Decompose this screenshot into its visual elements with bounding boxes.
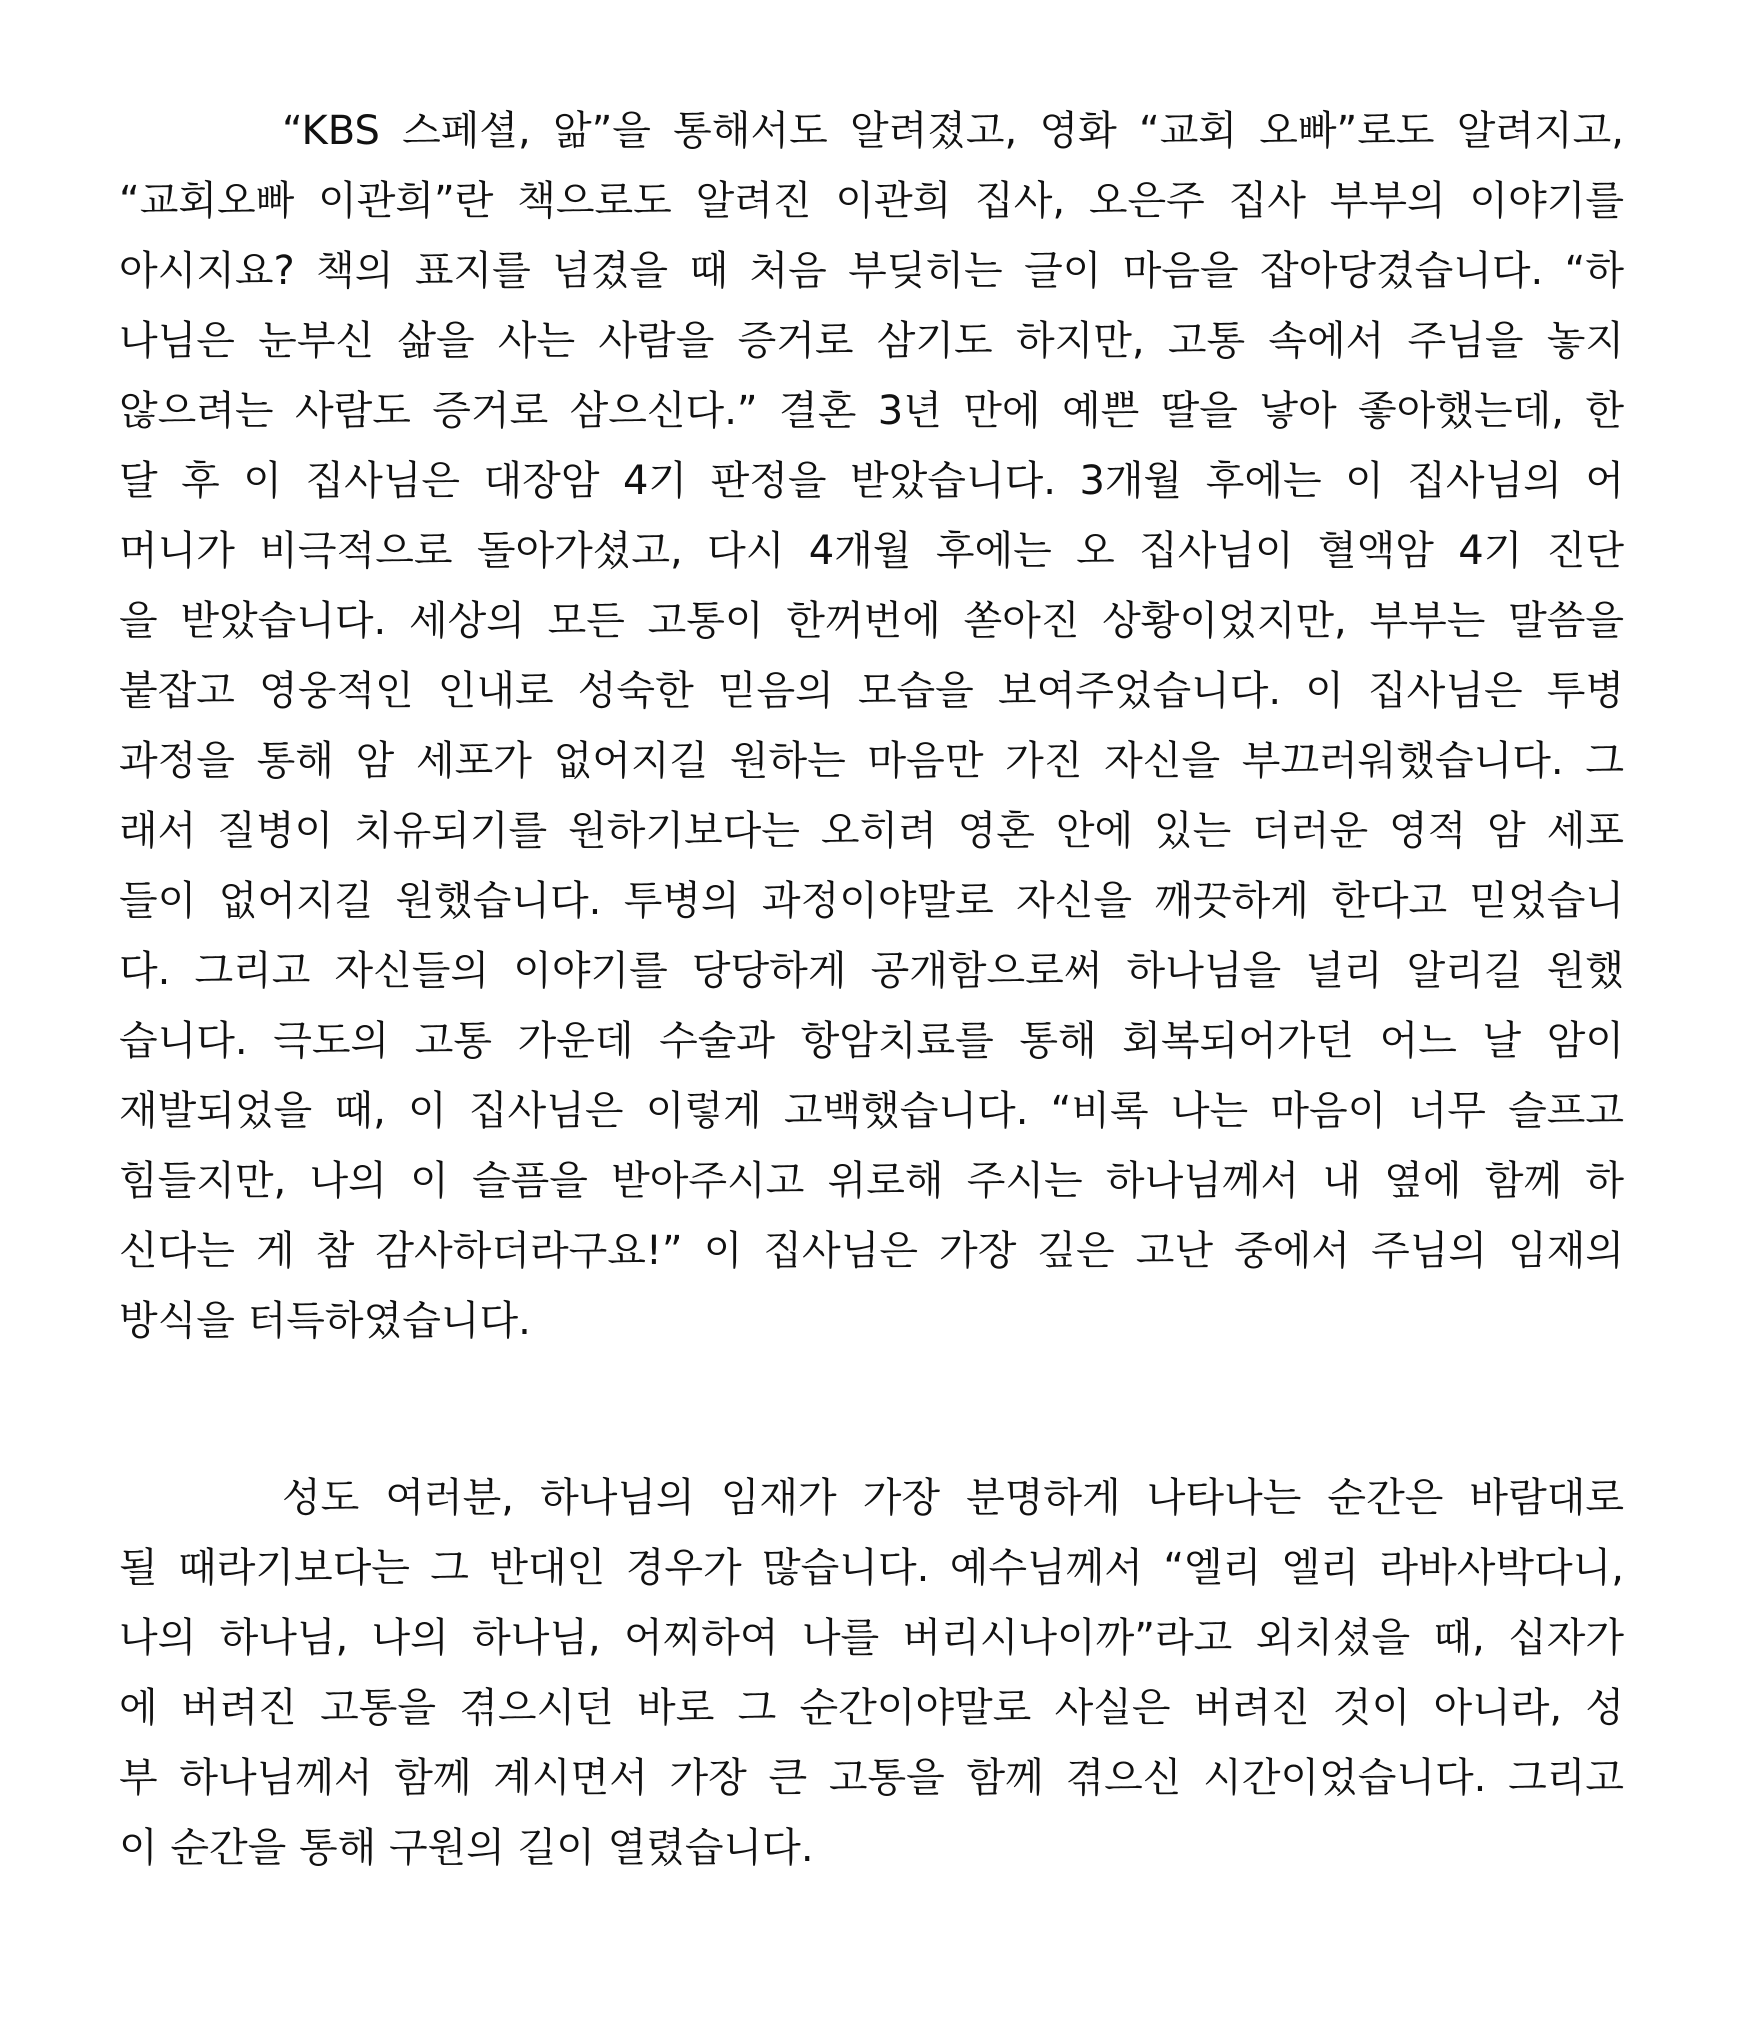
text-line: 될 때라기보다는 그 반대인 경우가 많습니다. 예수님께서 “엘리 엘리 라바사박다니, bbox=[119, 1545, 1624, 1591]
text-line: 래서 질병이 치유되기를 원하기보다는 오히려 영혼 안에 있는 더러운 영적 암 세포 bbox=[119, 808, 1624, 854]
text-line: 힘들지만, 나의 이 슬픔을 받아주시고 위로해 주시는 하나님께서 내 옆에 함께 하 bbox=[119, 1158, 1624, 1204]
text-line: 방식을 터득하였습니다. bbox=[119, 1298, 531, 1344]
text-line: 나의 하나님, 나의 하나님, 어찌하여 나를 버리시나이까”라고 외치셨을 때, 십자가 bbox=[119, 1615, 1624, 1661]
text-line: 들이 없어지길 원했습니다. 투병의 과정이야말로 자신을 깨끗하게 한다고 믿었습니 bbox=[119, 878, 1624, 924]
text-line: 신다는 게 참 감사하더라구요!” 이 집사님은 가장 깊은 고난 중에서 주님의 임재의 bbox=[119, 1228, 1624, 1274]
text-line: 달 후 이 집사님은 대장암 4기 판정을 받았습니다. 3개월 후에는 이 집사님의 어 bbox=[119, 458, 1624, 504]
text-line: “교회오빠 이관희”란 책으로도 알려진 이관희 집사, 오은주 집사 부부의 이야기를 bbox=[119, 178, 1624, 224]
text-line: 습니다. 극도의 고통 가운데 수술과 항암치료를 통해 회복되어가던 어느 날 암이 bbox=[119, 1018, 1624, 1064]
text-line: 아시지요? 책의 표지를 넘겼을 때 처음 부딪히는 글이 마음을 잡아당겼습니다. “하 bbox=[119, 248, 1624, 294]
text-line: 성도 여러분, 하나님의 임재가 가장 분명하게 나타나는 순간은 바람대로 bbox=[282, 1475, 1624, 1521]
text-line: 다. 그리고 자신들의 이야기를 당당하게 공개함으로써 하나님을 널리 알리길 원했 bbox=[119, 948, 1624, 994]
text-line: 머니가 비극적으로 돌아가셨고, 다시 4개월 후에는 오 집사님이 혈액암 4기 진단 bbox=[119, 528, 1624, 574]
text-line: 과정을 통해 암 세포가 없어지길 원하는 마음만 가진 자신을 부끄러워했습니다. 그 bbox=[119, 738, 1624, 784]
text-line: 에 버려진 고통을 겪으시던 바로 그 순간이야말로 사실은 버려진 것이 아니라, 성 bbox=[119, 1685, 1624, 1731]
text-line: 이 순간을 통해 구원의 길이 열렸습니다. bbox=[119, 1825, 814, 1871]
text-line: 붙잡고 영웅적인 인내로 성숙한 믿음의 모습을 보여주었습니다. 이 집사님은 투병 bbox=[119, 668, 1624, 714]
text-line: 않으려는 사람도 증거로 삼으신다.” 결혼 3년 만에 예쁜 딸을 낳아 좋아했는데, 한 bbox=[119, 388, 1624, 434]
text-line: “KBS 스페셜, 앎”을 통해서도 알려졌고, 영화 “교회 오빠”로도 알려지고, bbox=[282, 108, 1624, 154]
text-line: 을 받았습니다. 세상의 모든 고통이 한꺼번에 쏟아진 상황이었지만, 부부는 말씀을 bbox=[119, 598, 1624, 644]
text-line: 나님은 눈부신 삶을 사는 사람을 증거로 삼기도 하지만, 고통 속에서 주님을 놓지 bbox=[119, 318, 1624, 364]
text-line: 재발되었을 때, 이 집사님은 이렇게 고백했습니다. “비록 나는 마음이 너무 슬프고 bbox=[119, 1088, 1624, 1134]
text-line: 부 하나님께서 함께 계시면서 가장 큰 고통을 함께 겪으신 시간이었습니다. 그리고 bbox=[119, 1755, 1624, 1801]
